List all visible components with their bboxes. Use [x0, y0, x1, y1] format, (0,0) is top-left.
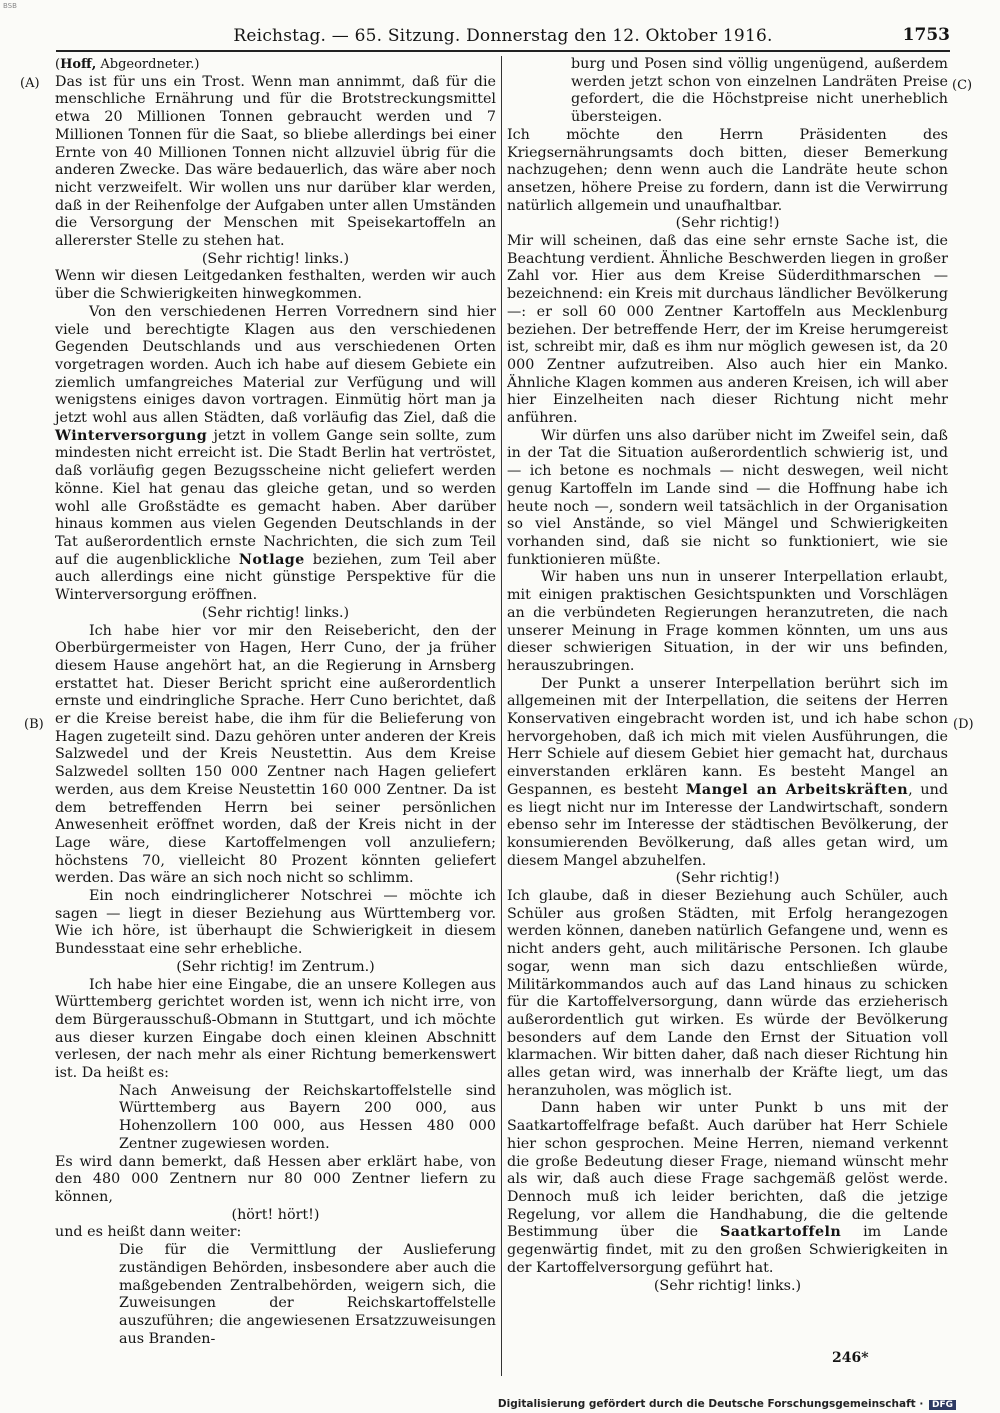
- left-column: [55, 56, 496, 1348]
- interjection: (Sehr richtig! links.): [201, 604, 350, 621]
- interjection: (hört! hört!): [231, 1206, 320, 1223]
- dfg-logo: DFG: [929, 1400, 956, 1410]
- quotation-continued: burg und Posen sind völlig ungenügend, außerdem werden jetzt schon von einzelnen Landräten Preise gefordert, die die Höchstpreise nicht unerheblich übersteigen.: [571, 56, 948, 126]
- interjection: (Sehr richtig! links.): [653, 1277, 802, 1294]
- digitization-footer: [498, 1398, 956, 1410]
- page-number: 1753: [902, 25, 950, 45]
- margin-marker-b: (B): [24, 717, 44, 732]
- library-mark: BSB: [3, 2, 17, 10]
- paragraph: Ich habe hier eine Eingabe, die an unsere Kollegen aus Württemberg gerichtet worden ist, wenn ich nicht irre, von dem Bürgerausschuß-Obmann in Stuttgart, und ich möchte aus dieser kurzen Eingabe doch einen kleinen Abschnitt verlesen, der nach mehr als einer Richtung bemerkenswert ist. Da heißt es:: [55, 976, 496, 1082]
- margin-marker-d: (D): [953, 717, 974, 732]
- paragraph: [507, 1100, 948, 1277]
- emphasis-mangel-arbeitskraefte: Mangel an Arbeitskräften: [685, 781, 909, 798]
- paragraph: Ein noch eindringlicherer Notschrei — möchte ich sagen — liegt in dieser Beziehung aus Württemberg vor. Wie ich höre, ist überhaupt die Schwierigkeit in diesem Bundesstaat eine sehr erhebliche.: [55, 888, 496, 958]
- paragraph: Wenn wir diesen Leitgedanken festhalten, werden wir auch über die Schwierigkeiten hinwegkommen.: [55, 268, 496, 303]
- text-run: Dann haben wir unter Punkt b uns mit der Saatkartoffelfrage befaßt. Auch darüber hat Herr Schiele hier schon gesprochen. Meine Herren, niemand verkennt die große Bedeutung dieser Frage, niemand wünscht mehr als wir, daß auch diese Frage sachgemäß gelöst werde. Dennoch muß ich leider berichten, daß die jetzige Regelung, vor allem die Handhabung, die die geltende Bestimmung über die: [507, 1100, 948, 1241]
- emphasis-notlage: Notlage: [238, 551, 305, 568]
- paragraph: und es heißt dann weiter:: [55, 1224, 242, 1241]
- margin-marker-c: (C): [952, 78, 973, 93]
- text-run: Der Punkt a unserer Interpellation berührt sich im allgemeinen mit der Interpellation, die seitens der Herren Konservativen eingebracht worden ist, und ich habe schon hervorgehoben, daß ich mich mit vielen Ausführungen, die Herr Schiele auf diesem Gebiet hier gemacht hat, durchaus einverstanden erklären kann. Es besteht Mangel an Gespannen, es besteht: [507, 675, 948, 798]
- emphasis-winterversorgung: Winterversorgung: [55, 427, 208, 444]
- paragraph: Wir dürfen uns also darüber nicht im Zweifel sein, daß in der Tat die Situation außerordentlich schwierig ist, und — ich betone es nochmals — nicht deswegen, weil nicht genug Kartoffeln im Lande sind — die Hoffnung habe ich heute noch —, sondern weil tatsächlich in der Organisation so viel Anstände, so viel Mängel und Schwierigkeiten vorhanden sind, daß sie nicht so funktioniert, wie sie funktionieren müßte.: [507, 427, 948, 568]
- paragraph: Es wird dann bemerkt, daß Hessen aber erklärt habe, von den 480 000 Zentnern nur 80 000 Zentner liefern zu können,: [55, 1153, 496, 1205]
- interjection: (Sehr richtig!): [675, 215, 780, 232]
- speaker-line: (Hoff, Abgeordneter.): [55, 57, 200, 72]
- right-column: [507, 56, 948, 1295]
- quotation: Nach Anweisung der Reichskartoffelstelle sind Württemberg aus Bayern 200 000, aus Hohenzollern 100 000, aus Hessen 480 000 Zentner zugewiesen worden.: [119, 1082, 496, 1152]
- text-run: Von den verschiedenen Herren Vorrednern sind hier viele und berechtigte Klagen aus den verschiedenen Gegenden Deutschlands und aus verschiedenen Orten vorgetragen worden. Auch ich habe auf diesem Gebiete ein ziemlich umfangreiches Material zur Verfügung und will wenigstens einiges davon vortragen. Einmütig hört man ja jetzt wohl aus allen Städten, daß vorläufig das Ziel, daß die: [55, 303, 496, 427]
- text-run: im Lande gegenwärtig findet, mit zu den großen Schwierigkeiten in der Kartoffelversorgung geführt hat.: [507, 1224, 948, 1276]
- interjection: (Sehr richtig! im Zentrum.): [176, 958, 375, 975]
- paragraph: Mir will scheinen, daß das eine sehr ernste Sache ist, die Beachtung verdient. Ähnliche Beschwerden liegen in großer Zahl vor. Hier aus dem Kreise Süderdithmarschen — bezeichnend: ein Kreis mit durchaus ländlicher Bevölkerung —: er soll 60 000 Zentner Kartoffeln aus Mecklenburg beziehen. Der betreffende Herr, der im Kreise herumgereist ist, schreibt mir, daß es ihm nur möglich gewesen ist, da 20 000 Zentner aufzutreiben. Also auch hier ein Manko. Ähnliche Klagen kommen aus anderen Kreisen, ich will aber hier Einzelheiten nach dieser Richtung nicht mehr anführen.: [507, 233, 948, 427]
- page-header: [56, 24, 950, 52]
- text-run: , und es liegt nicht nur im Interesse der Landwirtschaft, sondern ebenso sehr im Interesse der städtischen Bevölkerung, der konsumierenden Bevölkerung, daß alles getan wird, um diesem Mangel abzuhelfen.: [507, 781, 948, 869]
- speaker-role: Abgeordneter.): [96, 57, 200, 72]
- margin-marker-a: (A): [20, 76, 40, 91]
- paragraph: Ich habe hier vor mir den Reisebericht, den der Oberbürgermeister von Hagen, Herr Cuno, der ja früher diesem Hause angehört hat, an die Regierung in Arnsberg erstattet hat. Dieser Bericht spricht eine außerordentlich ernste und eindringliche Sprache. Herr Cuno berichtet, daß er die Kreise bereist habe, die ihm für die Belieferung von Hagen zugeteilt sind. Dazu gehören unter anderen der Kreis Salzwedel und der Kreis Neustettin. Aus dem Kreise Salzwedel sollten 150 000 Zentner nach Hagen geliefert werden, aus dem Kreise Neustettin 160 000 Zentner. Da ist dem betreffenden Herrn bei seiner persönlichen Anwesenheit eröffnet worden, daß der Kreis nicht in der Lage wäre, diese Kartoffelmengen voll anzuliefern; höchstens 70, vielleicht 80 Prozent könnten geliefert werden. Das wäre an sich noch nicht so schlimm.: [55, 622, 496, 887]
- running-title: Reichstag. — 65. Sitzung. Donnerstag den 12. Oktober 1916.: [233, 26, 773, 46]
- paragraph: Wir haben uns nun in unserer Interpellation erlaubt, mit einigen praktischen Gesichtspunkten und Vorschlägen an die verbündeten Regierungen heranzutreten, die nach unserer Meinung in Frage kommen könnten, um uns aus dieser schwierigen Situation, in der wir uns befinden, herauszubringen.: [507, 569, 948, 674]
- interjection: (Sehr richtig! links.): [201, 250, 350, 267]
- speaker-name: Hoff,: [60, 57, 97, 72]
- emphasis-saatkartoffeln: Saatkartoffeln: [720, 1224, 842, 1241]
- quotation: Die für die Vermittlung der Auslieferung zuständigen Behörden, insbesondere aber auch die maßgebenden Zentralbehörden, weigern sich, die Zuweisungen der Reichskartoffelstelle auszuführen; die angewiesenen Ersatzzuweisungen aus Branden-: [119, 1242, 496, 1347]
- paragraph: [507, 676, 948, 871]
- text-run: beziehen, zum Teil aber auch allerdings eine nicht günstige Perspektive für die Winterversorgung eröffnen.: [55, 551, 496, 604]
- paragraph: Das ist für uns ein Trost. Wenn man annimmt, daß für die menschliche Ernährung und für die Brotstreckungsmittel etwa 20 Millionen Tonnen gebraucht werden und 7 Millionen Tonnen für die Saat, so bliebe allerdings bei einer Ernte von 40 Millionen Tonnen nicht allzuviel übrig für die anderen Zwecke. Das wäre bedauerlich, das wäre aber noch nicht verzweifelt. Wir wollen uns nur darüber klar werden, daß in der Reihenfolge der Aufgaben unter allen Umständen die Versorgung der Menschen mit Speisekartoffeln an allererster Stelle zu stehen hat.: [55, 73, 496, 250]
- paragraph: Ich glaube, daß in dieser Beziehung auch Schüler, auch Schüler aus großen Städten, mit Erfolg herangezogen werden können, daneben natürlich Gefangene und, wenn es nicht anders geht, auch militärische Personen. Ich glaube sogar, wenn man sich dazu entschließen würde, Militärkommandos auch auf das Land hinaus zu schicken für die Kartoffelversorgung, dann würde das erzieherisch außerordentlich gut wirken. Es würde der Bevölkerung besonders auf dem Lande den Ernst der Situation voll klarmachen. Wir bitten daher, daß nach dieser Richtung hin alles getan wird, was innerhalb der Kräfte liegt, um das heranzuholen, was möglich ist.: [507, 888, 948, 1099]
- interjection: (Sehr richtig!): [675, 870, 780, 887]
- column-rule: [501, 56, 502, 1376]
- footer-text: Digitalisierung gefördert durch die Deutsche Forschungsgemeinschaft ·: [497, 1398, 924, 1410]
- text-run: jetzt in vollem Gange sein sollte, zum mindesten nicht erreicht ist. Die Stadt Berlin hat vertröstet, daß vorläufig gegen Bezugsscheine nicht geliefert werden könne. Kiel hat genau das gleiche getan, und so werden wohl alle Großstädte es gemacht haben. Aber darüber hinaus kommen aus vielen Gegenden Deutschlands in der Tat außerordentlich ernste Nachrichten, die sich zum Teil auf die augenblickliche: [55, 427, 496, 568]
- sheet-signature: 246*: [832, 1350, 869, 1366]
- paragraph: Ich möchte den Herrn Präsidenten des Kriegsernährungsamts doch bitten, dieser Bemerkung nachzugehen; denn wenn auch die Landräte heute schon ansetzen, höhere Preise zu fordern, dann ist die Verwirrung natürlich allgemein und unaufhaltbar.: [507, 126, 948, 214]
- paragraph: [55, 304, 496, 605]
